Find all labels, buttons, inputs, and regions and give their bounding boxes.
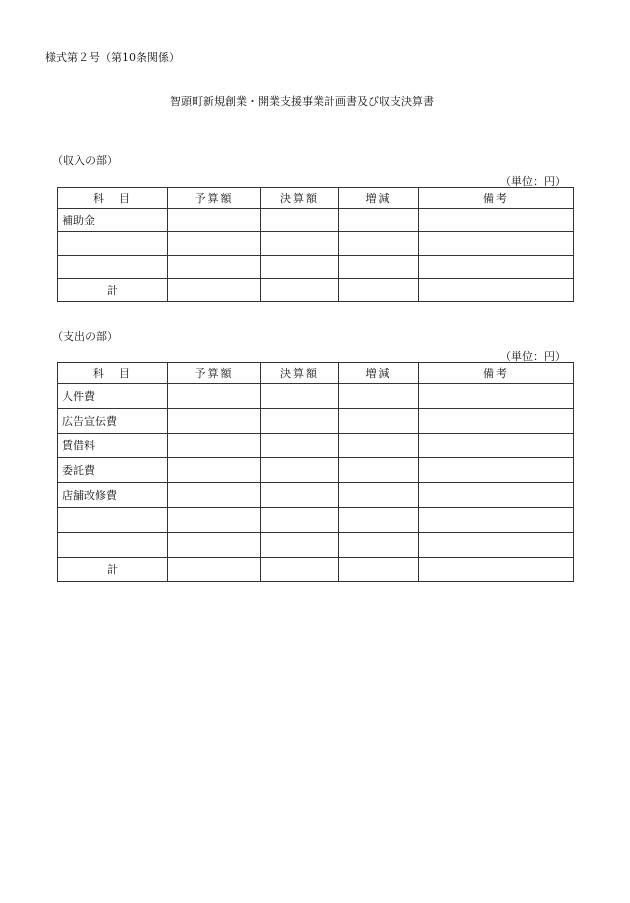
value-cell[interactable]	[168, 408, 261, 433]
expense-heading: （支出の部）	[52, 330, 118, 343]
income-heading: （収入の部）	[52, 154, 118, 167]
item-label: 計	[58, 278, 168, 301]
value-cell[interactable]	[261, 255, 339, 278]
value-cell[interactable]	[419, 557, 574, 582]
value-cell[interactable]	[261, 408, 339, 433]
value-cell[interactable]	[339, 278, 419, 301]
value-cell[interactable]	[339, 384, 419, 409]
total-row	[58, 557, 574, 582]
value-cell[interactable]	[168, 458, 261, 483]
value-cell[interactable]	[168, 255, 261, 278]
value-cell[interactable]	[339, 532, 419, 557]
item-label	[58, 232, 168, 255]
income-table	[57, 187, 574, 302]
value-cell[interactable]	[419, 232, 574, 255]
value-cell[interactable]	[419, 209, 574, 232]
table-row	[58, 483, 574, 508]
table-row	[58, 408, 574, 433]
value-cell[interactable]	[419, 507, 574, 532]
column-header: 決算額	[261, 363, 339, 384]
value-cell[interactable]	[419, 408, 574, 433]
table-row	[58, 532, 574, 557]
expense-table	[57, 362, 574, 582]
value-cell[interactable]	[168, 557, 261, 582]
table-row	[58, 209, 574, 232]
value-cell[interactable]	[168, 278, 261, 301]
item-label: 広告宣伝費	[58, 408, 168, 433]
item-label	[58, 532, 168, 557]
table-row	[58, 384, 574, 409]
column-header: 備考	[419, 188, 574, 209]
value-cell[interactable]	[261, 433, 339, 458]
form-number: 様式第２号（第10条関係）	[45, 51, 180, 64]
column-header: 決算額	[261, 188, 339, 209]
value-cell[interactable]	[168, 384, 261, 409]
item-label: 補助金	[58, 209, 168, 232]
column-header: 科 目	[58, 188, 168, 209]
header-row	[58, 363, 574, 384]
column-header: 備考	[419, 363, 574, 384]
value-cell[interactable]	[261, 232, 339, 255]
value-cell[interactable]	[168, 483, 261, 508]
value-cell[interactable]	[261, 483, 339, 508]
table-row	[58, 433, 574, 458]
table-row	[58, 507, 574, 532]
value-cell[interactable]	[261, 557, 339, 582]
value-cell[interactable]	[339, 507, 419, 532]
value-cell[interactable]	[339, 433, 419, 458]
value-cell[interactable]	[168, 232, 261, 255]
column-header: 増減	[339, 188, 419, 209]
value-cell[interactable]	[419, 458, 574, 483]
item-label	[58, 255, 168, 278]
value-cell[interactable]	[339, 557, 419, 582]
item-label: 人件費	[58, 384, 168, 409]
item-label: 賃借料	[58, 433, 168, 458]
value-cell[interactable]	[419, 255, 574, 278]
column-header: 増減	[339, 363, 419, 384]
value-cell[interactable]	[419, 483, 574, 508]
value-cell[interactable]	[339, 232, 419, 255]
item-label	[58, 507, 168, 532]
value-cell[interactable]	[168, 532, 261, 557]
column-header: 予算額	[168, 188, 261, 209]
value-cell[interactable]	[261, 532, 339, 557]
value-cell[interactable]	[339, 483, 419, 508]
value-cell[interactable]	[261, 507, 339, 532]
column-header: 科 目	[58, 363, 168, 384]
table-row	[58, 255, 574, 278]
value-cell[interactable]	[419, 278, 574, 301]
value-cell[interactable]	[419, 384, 574, 409]
income-unit: （単位：円）	[500, 175, 566, 188]
item-label: 店舗改修費	[58, 483, 168, 508]
value-cell[interactable]	[419, 433, 574, 458]
table-row	[58, 232, 574, 255]
value-cell[interactable]	[339, 408, 419, 433]
value-cell[interactable]	[339, 209, 419, 232]
value-cell[interactable]	[261, 384, 339, 409]
value-cell[interactable]	[168, 433, 261, 458]
item-label: 委託費	[58, 458, 168, 483]
value-cell[interactable]	[339, 458, 419, 483]
header-row	[58, 188, 574, 209]
value-cell[interactable]	[261, 209, 339, 232]
item-label: 計	[58, 557, 168, 582]
document-title: 智頭町新規創業・開業支援事業計画書及び収支決算書	[170, 95, 434, 108]
value-cell[interactable]	[168, 507, 261, 532]
value-cell[interactable]	[261, 278, 339, 301]
value-cell[interactable]	[168, 209, 261, 232]
value-cell[interactable]	[419, 532, 574, 557]
value-cell[interactable]	[339, 255, 419, 278]
expense-unit: （単位：円）	[500, 350, 566, 363]
table-row	[58, 458, 574, 483]
value-cell[interactable]	[261, 458, 339, 483]
total-row	[58, 278, 574, 301]
column-header: 予算額	[168, 363, 261, 384]
